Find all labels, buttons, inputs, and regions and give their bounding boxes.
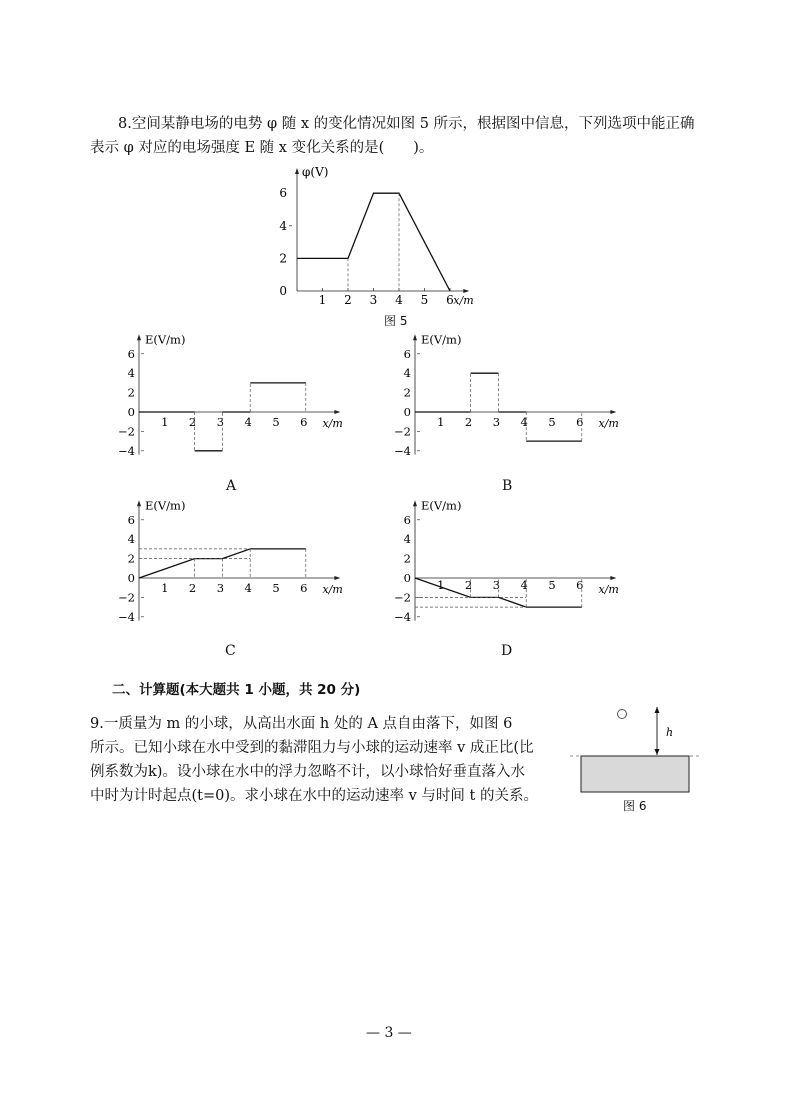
x-tick-label: 1	[318, 293, 327, 307]
option-b-chart	[394, 332, 619, 458]
y-axis-arrow	[137, 334, 141, 340]
q8-line-1: 8.空间某静电场的电势 φ 随 x 的变化情况如图 5 所示，根据图中信息，下列选项中能正确	[118, 116, 695, 132]
figure-6	[570, 707, 700, 792]
section-2-title: 二、计算题(本大题共 1 小题，共 20 分)	[112, 682, 361, 698]
page-number: — 3 —	[366, 1025, 412, 1041]
y-tick-label: 6	[403, 512, 411, 527]
y-tick-label: 4	[279, 218, 287, 233]
y-tick-label: 6	[127, 512, 135, 527]
y-tick-label: 4	[127, 366, 135, 381]
figure-5	[279, 165, 473, 307]
y-tick-label: 2	[403, 551, 411, 566]
x-tick-label: 4	[520, 415, 528, 429]
y-axis-label: E(V/m)	[421, 498, 462, 513]
y-tick-label: 6	[127, 346, 135, 361]
x-tick-label: 3	[492, 578, 501, 592]
phi-curve	[297, 193, 450, 291]
x-tick-label: 6	[446, 293, 454, 307]
x-tick-label: 4	[244, 415, 252, 429]
y-tick-label: −4	[118, 443, 135, 458]
y-tick-label: −2	[118, 424, 135, 439]
x-tick-label: 5	[420, 293, 429, 307]
y-tick-label: −4	[394, 609, 411, 624]
y-tick-label: 0	[279, 284, 287, 298]
option-a-chart	[118, 332, 343, 458]
x-tick-label: 2	[188, 581, 197, 595]
x-tick-label: 1	[437, 578, 445, 592]
y-axis-arrow	[137, 500, 141, 506]
x-tick-label: 4	[244, 581, 252, 595]
x-tick-label: 2	[188, 415, 197, 429]
arrow-head-down	[655, 749, 660, 755]
y-tick-label: 2	[127, 385, 135, 400]
y-tick-label: 2	[279, 251, 287, 266]
q9-line-4: 中时为计时起点(t=0)。求小球在水中的运动速率 v 与时间 t 的关系。	[90, 788, 538, 804]
x-tick-label: 3	[216, 415, 225, 429]
option-c-label: C	[225, 643, 236, 659]
x-axis-label: x/m	[598, 417, 619, 430]
y-tick-label: 0	[127, 571, 135, 585]
y-axis-label: φ(V)	[302, 165, 329, 180]
x-tick-label: 2	[344, 293, 352, 307]
option-d-label: D	[501, 643, 513, 659]
q9-line-1: 9.一质量为 m 的小球，从高出水面 h 处的 A 点自由落下，如图 6	[90, 716, 513, 732]
x-tick-label: 2	[464, 578, 473, 592]
ball-icon	[618, 710, 627, 719]
x-tick-label: 6	[300, 581, 308, 595]
water-block	[581, 756, 689, 792]
x-tick-label: 6	[576, 578, 584, 592]
option-d-chart	[394, 498, 619, 624]
arrow-head-up	[655, 707, 660, 713]
x-tick-label: 2	[464, 415, 473, 429]
y-tick-label: 2	[403, 385, 411, 400]
y-tick-label: −4	[118, 609, 135, 624]
option-a-label: A	[226, 478, 237, 494]
y-tick-label: −2	[394, 424, 411, 439]
y-tick-label: 2	[127, 551, 135, 566]
y-tick-label: 4	[127, 532, 135, 547]
y-tick-label: 0	[403, 571, 411, 585]
x-axis-label: x/m	[322, 583, 343, 596]
x-tick-label: 4	[520, 578, 528, 592]
q9-line-2: 所示。已知小球在水中受到的黏滞阻力与小球的运动速率 v 成正比(比	[90, 740, 534, 756]
figure-6-caption: 图 6	[623, 799, 647, 813]
q8-line-2: 表示 φ 对应的电场强度 E 随 x 变化关系的是( )。	[90, 140, 434, 156]
y-axis-label: E(V/m)	[145, 498, 186, 513]
x-tick-label: 5	[272, 581, 280, 595]
y-axis-label: E(V/m)	[421, 332, 462, 347]
x-axis-arrow	[334, 410, 340, 414]
x-axis-arrow	[610, 410, 616, 414]
x-tick-label: 6	[576, 415, 584, 429]
x-axis-arrow	[463, 289, 469, 293]
x-axis-arrow	[610, 576, 616, 580]
x-axis-label: x/m	[453, 294, 474, 307]
x-axis-arrow	[334, 576, 340, 580]
x-tick-label: 5	[548, 578, 556, 592]
y-tick-label: 0	[127, 405, 135, 419]
y-tick-label: 6	[279, 186, 287, 201]
x-tick-label: 1	[161, 415, 169, 429]
y-tick-label: 4	[403, 532, 411, 547]
y-tick-label: 0	[403, 405, 411, 419]
x-tick-label: 1	[437, 415, 445, 429]
x-tick-label: 1	[161, 581, 169, 595]
x-tick-label: 3	[492, 415, 501, 429]
y-axis-label: E(V/m)	[145, 332, 186, 347]
y-tick-label: 6	[403, 346, 411, 361]
y-tick-label: −2	[394, 590, 411, 605]
x-tick-label: 3	[369, 293, 378, 307]
height-label: h	[666, 726, 674, 739]
x-axis-label: x/m	[598, 583, 619, 596]
y-tick-label: 4	[403, 366, 411, 381]
y-axis-arrow	[413, 334, 417, 340]
figure-5-caption: 图 5	[384, 314, 408, 328]
y-axis-arrow	[413, 500, 417, 506]
y-tick-label: −2	[118, 590, 135, 605]
x-tick-label: 5	[272, 415, 280, 429]
option-c-chart	[118, 498, 343, 624]
y-axis-arrow	[295, 168, 299, 174]
q9-line-3: 例系数为k)。设小球在水中的浮力忽略不计，以小球恰好垂直落入水	[90, 764, 525, 780]
option-b-label: B	[502, 478, 513, 494]
y-tick-label: −4	[394, 443, 411, 458]
x-tick-label: 3	[216, 581, 225, 595]
x-tick-label: 6	[300, 415, 308, 429]
x-tick-label: 5	[548, 415, 556, 429]
x-tick-label: 4	[395, 293, 403, 307]
x-axis-label: x/m	[322, 417, 343, 430]
